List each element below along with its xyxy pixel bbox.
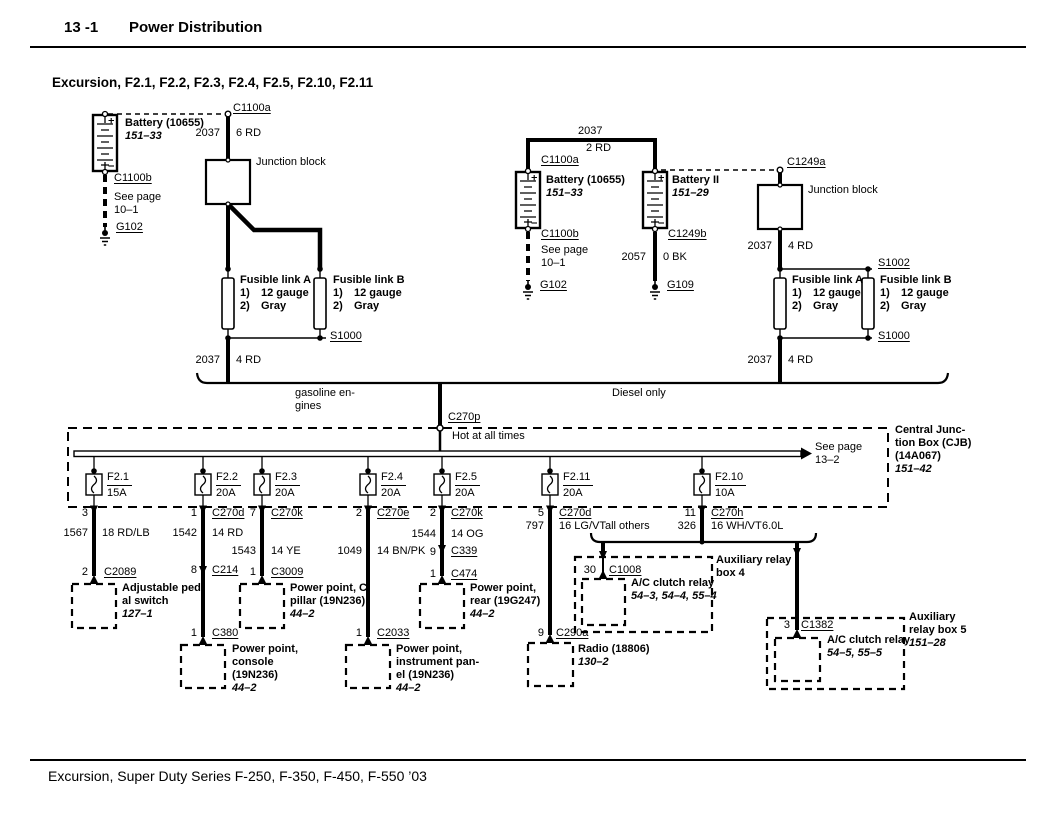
- pin-f2-1: 3: [81, 507, 88, 519]
- fuse-f2-4-icon: [360, 456, 376, 514]
- see-page-cjb-num: 13–2: [815, 454, 840, 466]
- ground-g109-label: G109: [667, 279, 694, 291]
- fuse-f2-2-icon: [195, 456, 211, 514]
- jumper-gauge: 2 RD: [586, 142, 612, 154]
- powerpoint-cpillar-box: [240, 584, 284, 628]
- ac-clutch-relay5-box: [775, 638, 820, 681]
- diesel-note: Diesel only: [612, 387, 666, 399]
- cjb-label-2: tion Box (CJB): [895, 437, 972, 449]
- connector-arrow-relay5-icon: [793, 548, 801, 557]
- fuse-f2-10-label: [715, 471, 746, 500]
- note-60l: 6.0L: [762, 520, 784, 532]
- fuse-f2-4-label: [381, 471, 406, 500]
- fusible-link-a-left-title: Fusible link A: [240, 274, 312, 286]
- link-item: Gray: [261, 300, 287, 312]
- fuse-amp: 15A: [107, 487, 127, 499]
- gauge-14ye: 14 YE: [271, 545, 301, 557]
- connector-c1249b: C1249b: [668, 228, 707, 240]
- radio-ref: 130–2: [578, 656, 609, 668]
- see-page-cjb: See page: [815, 441, 863, 453]
- powerpoint-rear-box: [420, 584, 464, 628]
- rear-label-2: rear (19G247): [470, 595, 541, 607]
- junction-block-left-group: [206, 158, 326, 382]
- pin-f2-10: 11: [684, 507, 696, 519]
- page-title: Power Distribution: [129, 19, 263, 36]
- link-item: Gray: [813, 300, 839, 312]
- console-label-3: (19N236): [232, 669, 278, 681]
- gauge-16whvt: 16 WH/VT: [711, 520, 762, 532]
- gauge-18rdlb: 18 RD/LB: [102, 527, 150, 539]
- connector-c270e: C270e: [377, 507, 410, 519]
- connector-c339: C339: [451, 545, 478, 557]
- diagram-subtitle: Excursion, F2.1, F2.2, F2.3, F2.4, F2.5, F2.10, F2.11: [52, 75, 374, 90]
- fusible-link-b-left-icon: [314, 266, 326, 341]
- circuit-2057: 2057: [621, 251, 646, 263]
- ac-clutch-relay4-box: [582, 579, 625, 625]
- connector-c270k-2: C270k: [451, 507, 483, 519]
- splice-s1002: S1002: [878, 257, 910, 269]
- connector-c270d-1: C270d: [212, 507, 245, 519]
- battery-mid2-ref: 151–29: [672, 187, 709, 199]
- gasoline-note-2: gines: [295, 400, 322, 412]
- relay-box4-label-1: Auxiliary relay: [716, 554, 792, 566]
- connector-c380: C380: [212, 627, 239, 639]
- rear-label-1: Power point,: [470, 582, 536, 594]
- fuse-amp: 20A: [216, 487, 236, 499]
- fuse-name: F2.5: [455, 471, 480, 486]
- connector-c474: C474: [451, 568, 478, 580]
- link-item: Gray: [354, 300, 380, 312]
- circuit-326: 326: [677, 520, 696, 532]
- see-page-mid-num: 10–1: [541, 257, 566, 269]
- fusible-link-a-left-icon: [222, 266, 234, 341]
- hot-at-all-times: Hot at all times: [452, 430, 525, 442]
- connector-c1100b-mid: C1100b: [541, 228, 579, 240]
- ip-label-3: el (19N236): [396, 669, 455, 681]
- relay5-name: A/C clutch relay: [827, 634, 911, 646]
- pin-f2-11: 5: [537, 507, 544, 519]
- connector-arrow-c214-icon: [199, 566, 207, 575]
- circuit-2037-left-out: 2037: [195, 354, 220, 366]
- fuse-f2-2-label: [216, 471, 241, 500]
- cjb-bus-bar: [74, 451, 801, 457]
- battery-left-name: Battery (10655): [125, 117, 204, 129]
- fuse-f2-11-label: [563, 471, 593, 500]
- bus-arrow-icon: [801, 448, 812, 460]
- relay-box5-label-2: relay box 5: [909, 624, 967, 636]
- ground-g102-left-label: G102: [116, 221, 143, 233]
- fuse-f2-5-label: [455, 471, 480, 500]
- connector-c1100a-left: C1100a: [233, 102, 271, 114]
- relay-box5-label-1: Auxiliary: [909, 611, 956, 623]
- gauge-4rd-left-out: 4 RD: [236, 354, 262, 366]
- fuse-amp: 20A: [381, 487, 401, 499]
- fuse-f2-3-label: [275, 471, 300, 500]
- link-item: 1): [240, 287, 250, 299]
- link-item: 12 gauge: [354, 287, 402, 299]
- circuit-1544: 1544: [411, 528, 436, 540]
- relay-box4-label-2: box 4: [716, 567, 745, 579]
- relay4-ref: 54–3, 54–4, 55–4: [631, 590, 717, 602]
- cjb-ref: 151–42: [895, 463, 932, 475]
- relay5-ref: 54–5, 55–5: [827, 647, 883, 659]
- pin-c474: 1: [429, 568, 436, 580]
- connector-c1100a-mid: C1100a: [541, 154, 579, 166]
- fusible-link-a-right-title: Fusible link A: [792, 274, 864, 286]
- link-item: 12 gauge: [261, 287, 309, 299]
- pin-f2-2: 1: [190, 507, 197, 519]
- header-rule: [30, 46, 1026, 48]
- fuse-f2-10-icon: [694, 456, 710, 514]
- powerpoint-console-box: [181, 645, 225, 688]
- pin-c2089: 2: [81, 566, 88, 578]
- link-item: 12 gauge: [813, 287, 861, 299]
- page-number: 13 -1: [64, 19, 99, 36]
- note-all-others: all others: [605, 520, 650, 532]
- connector-arrow-relay4-icon: [599, 551, 607, 560]
- pedal-label-1: Adjustable ped-: [122, 582, 205, 594]
- connector-arrow-c339-icon: [438, 545, 446, 554]
- gauge-6rd: 6 RD: [236, 127, 262, 139]
- fuse-amp: 20A: [563, 487, 583, 499]
- battery-mid2-name: Battery II: [672, 174, 720, 186]
- cpillar-label-1: Power point, C: [290, 582, 367, 594]
- footer-rule: [30, 759, 1026, 761]
- gauge-14og: 14 OG: [451, 528, 484, 540]
- gauge-4rd-right: 4 RD: [788, 240, 814, 252]
- link-item: 2): [240, 300, 250, 312]
- pedal-label-2: al switch: [122, 595, 169, 607]
- link-item: 2): [792, 300, 802, 312]
- fuse-amp: 20A: [275, 487, 295, 499]
- gauge-14bnpk: 14 BN/PK: [377, 545, 426, 557]
- connector-c3009: C3009: [271, 566, 304, 578]
- link-item: 1): [792, 287, 802, 299]
- battery-mid1-ref: 151–33: [546, 187, 583, 199]
- see-page-left: See page: [114, 191, 162, 203]
- gauge-0bk: 0 BK: [663, 251, 687, 263]
- console-ref: 44–2: [232, 682, 257, 694]
- ground-g102-mid-icon: [523, 281, 533, 299]
- link-item: 12 gauge: [901, 287, 949, 299]
- junction-block-left-label: Junction block: [256, 156, 326, 168]
- connector-c270d-2: C270d: [559, 507, 592, 519]
- cpillar-ref: 44–2: [290, 608, 315, 620]
- jumper-circuit: 2037: [578, 125, 603, 137]
- powerpoint-ip-box: [346, 645, 390, 688]
- pin-c2033: 1: [355, 627, 362, 639]
- pin-f2-5: 2: [429, 507, 436, 519]
- fuse-name: F2.3: [275, 471, 300, 486]
- fuse-amp: 20A: [455, 487, 475, 499]
- cjb-label-1: Central Junc-: [895, 424, 966, 436]
- fusible-link-b-right-icon: [862, 266, 874, 341]
- fusible-link-a-right-icon: [774, 266, 786, 341]
- circuit-1567: 1567: [63, 527, 88, 539]
- circuit-1049: 1049: [337, 545, 362, 557]
- fuse-f2-5-icon: [434, 456, 450, 514]
- radio-box: [528, 643, 573, 686]
- circuit-1542: 1542: [172, 527, 197, 539]
- circuit-2037-right-out: 2037: [747, 354, 772, 366]
- fuse-name: F2.10: [715, 471, 746, 486]
- see-page-mid: See page: [541, 244, 589, 256]
- footer-text: Excursion, Super Duty Series F-250, F-350, F-450, F-550 ’03: [48, 768, 427, 784]
- fusible-link-b-right-title: Fusible link B: [880, 274, 952, 286]
- fuse-f2-3-icon: [254, 456, 270, 514]
- fuse-name: F2.11: [563, 471, 593, 486]
- splice-s1000-right: S1000: [878, 330, 910, 342]
- connector-c290a: C290a: [556, 627, 589, 639]
- connector-c214: C214: [212, 564, 239, 576]
- connector-c1008: C1008: [609, 564, 642, 576]
- console-label-2: console: [232, 656, 274, 668]
- relay-box5-ref: 151–28: [909, 637, 946, 649]
- connector-c1100b-left: C1100b: [114, 172, 152, 184]
- connector-c2089: C2089: [104, 566, 137, 578]
- radio-label: Radio (18806): [578, 643, 650, 655]
- pin-c380: 1: [190, 627, 197, 639]
- circuit-797: 797: [525, 520, 544, 532]
- link-item: Gray: [901, 300, 927, 312]
- battery-mid1-name: Battery (10655): [546, 174, 625, 186]
- link-item: 1): [333, 287, 343, 299]
- ground-g102-mid-label: G102: [540, 279, 567, 291]
- circuit-2037-right: 2037: [747, 240, 772, 252]
- cpillar-label-2: pillar (19N236): [290, 595, 366, 607]
- fusible-link-b-left-title: Fusible link B: [333, 274, 405, 286]
- connector-c1249a: C1249a: [787, 156, 826, 168]
- junction-block-right-label: Junction block: [808, 184, 878, 196]
- console-label-1: Power point,: [232, 643, 298, 655]
- pin-c1008: 30: [583, 564, 596, 576]
- ground-g102-left-icon: [100, 227, 110, 245]
- fuse-f2-1-icon: [86, 456, 102, 514]
- ip-label-1: Power point,: [396, 643, 462, 655]
- splice-s1000-left: S1000: [330, 330, 362, 342]
- gauge-4rd-right-out: 4 RD: [788, 354, 814, 366]
- link-item: 2): [333, 300, 343, 312]
- pedal-switch-box: [72, 584, 116, 628]
- connector-c1382: C1382: [801, 619, 834, 631]
- fuse-f2-1-label: [107, 471, 132, 500]
- connector-c270h: C270h: [711, 507, 744, 519]
- fuse-name: F2.1: [107, 471, 132, 486]
- circuit-1543: 1543: [231, 545, 256, 557]
- ip-label-2: instrument pan-: [396, 656, 480, 668]
- see-page-left-num: 10–1: [114, 204, 139, 216]
- connector-c270k-1: C270k: [271, 507, 303, 519]
- gauge-16lgvt: 16 LG/VT: [559, 520, 607, 532]
- battery-left-ref: 151–33: [125, 130, 162, 142]
- connector-c270p: C270p: [448, 411, 481, 423]
- pin-c290a: 9: [537, 627, 544, 639]
- link-item: 1): [880, 287, 890, 299]
- fuse-name: F2.2: [216, 471, 241, 486]
- relay4-name: A/C clutch relay: [631, 577, 715, 589]
- pin-c1382: 3: [783, 619, 790, 631]
- pin-f2-4: 2: [355, 507, 362, 519]
- gasoline-note-1: gasoline en-: [295, 387, 355, 399]
- pin-c3009: 1: [249, 566, 256, 578]
- ground-g109-icon: [650, 281, 660, 299]
- cjb-label-3: (14A067): [895, 450, 941, 462]
- pin-c214: 8: [190, 564, 197, 576]
- link-item: 2): [880, 300, 890, 312]
- connector-c2033: C2033: [377, 627, 410, 639]
- pin-f2-3: 7: [249, 507, 256, 519]
- fuse-name: F2.4: [381, 471, 406, 486]
- pedal-ref: 127–1: [122, 608, 153, 620]
- pin-c339: 9: [429, 546, 436, 558]
- ip-ref: 44–2: [396, 682, 421, 694]
- rear-ref: 44–2: [470, 608, 495, 620]
- fuse-amp: 10A: [715, 487, 735, 499]
- circuit-2037: 2037: [195, 127, 220, 139]
- gauge-14rd: 14 RD: [212, 527, 244, 539]
- fuse-f2-11-icon: [542, 456, 558, 514]
